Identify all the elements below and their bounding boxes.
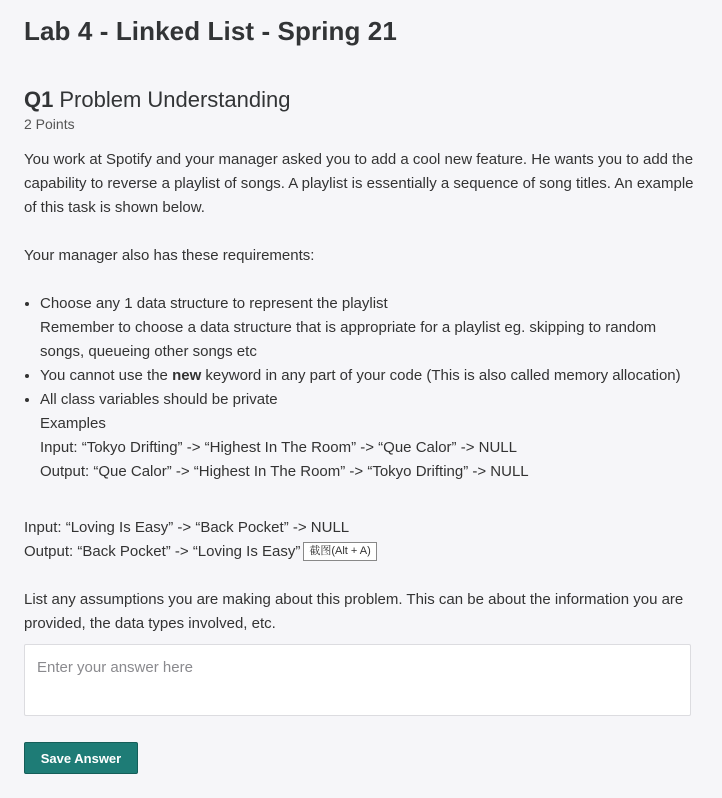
requirement-note: Remember to choose a data structure that is appropriate for a playlist eg. skipping to random songs, queueing other songs etc <box>40 319 657 360</box>
question-header <box>24 87 291 113</box>
example-output: Output: “Que Calor” -> “Highest In The Room” -> “Tokyo Drifting” -> NULL <box>40 463 529 480</box>
example-input: Input: “Tokyo Drifting” -> “Highest In The Room” -> “Que Calor” -> NULL <box>40 439 517 456</box>
question-points: 2 Points <box>24 116 75 132</box>
requirements-intro: Your manager also has these requirements: <box>24 247 315 264</box>
keyword-new: new <box>172 367 202 384</box>
requirement-text: You cannot use the <box>40 367 173 384</box>
requirements-list <box>24 292 694 484</box>
example-2-output: Output: “Back Pocket” -> “Loving Is Easy” <box>24 543 301 560</box>
requirement-item <box>40 388 694 484</box>
question-intro: You work at Spotify and your manager asked you to add a cool new feature. He wants you to add the capability to reverse a playlist of songs. A playlist is essentially a sequence of song titles. An example of this task is shown below. <box>24 151 694 216</box>
screenshot-shortcut-badge[interactable]: 截图(Alt + A) <box>303 542 376 561</box>
requirement-item <box>40 364 694 388</box>
assignment-title: Lab 4 - Linked List - Spring 21 <box>24 16 397 46</box>
requirement-text: • Choose any 1 data structure to represent the playlist <box>40 295 388 312</box>
question-number: Q1 <box>24 87 54 112</box>
save-answer-button[interactable]: Save Answer <box>24 742 138 774</box>
question-title: Problem Understanding <box>59 87 291 112</box>
requirement-text: • All class variables should be private <box>40 391 278 408</box>
example-2-output-line <box>24 540 694 564</box>
assumptions-prompt: List any assumptions you are making about this problem. This can be about the information you are provided, the data types involved, etc. <box>24 591 684 632</box>
examples-label: Examples <box>40 415 106 432</box>
requirement-item <box>40 292 694 364</box>
requirement-text-rest: keyword in any part of your code (This is also called memory allocation) <box>201 367 681 384</box>
answer-input[interactable] <box>24 644 691 716</box>
example-2-input: Input: “Loving Is Easy” -> “Back Pocket” -> NULL <box>24 519 350 536</box>
example-2 <box>24 516 694 564</box>
